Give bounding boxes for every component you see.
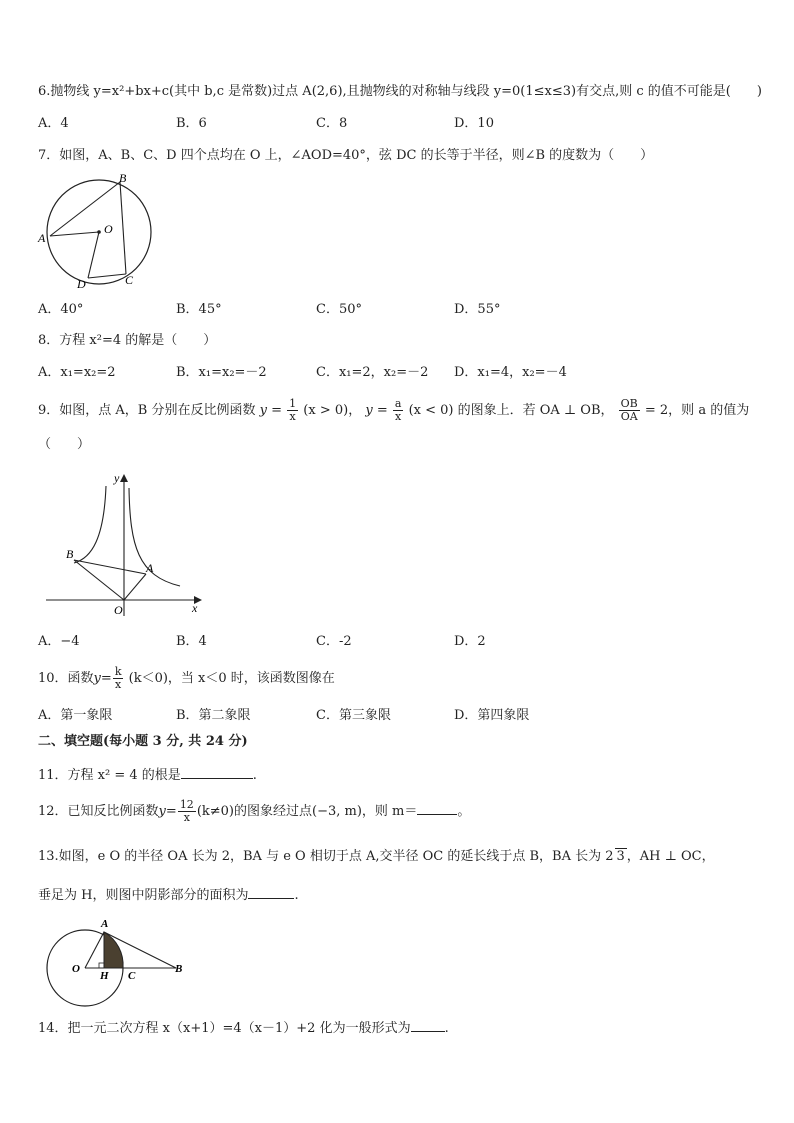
- q11-end: .: [252, 768, 257, 783]
- q7-label-b: B: [119, 171, 127, 185]
- q9-frac-3: $\frac{OB}{OA}$: [620, 397, 638, 423]
- q7-segment-bc: [120, 182, 126, 274]
- q9-curve-right: [129, 488, 180, 586]
- q9-label-x: x: [192, 601, 198, 615]
- q10-option-c: C．第三象限: [316, 708, 391, 723]
- q13-label-a: A: [101, 918, 109, 930]
- q13-tangent-figure: [40, 914, 200, 1014]
- q9-stem-a: 9．如图，点 A，B 分别在反比例函数: [38, 403, 256, 418]
- q8-option-b: B．x₁=x₂=－2: [176, 365, 267, 380]
- q9-cond-2: (x < 0) 的图象上．若 OA ⊥ OB，: [408, 403, 614, 418]
- q13-segment-oa: [85, 932, 104, 968]
- q10-stem-b: (k＜0)，当 x＜0 时，该函数图像在: [128, 671, 335, 686]
- q12-stem-b: (k≠0)的图象经过点(−3, m)，则 m＝: [196, 804, 418, 819]
- q7-label-o: O: [104, 222, 113, 236]
- q8-options: [38, 365, 758, 381]
- q10-option-a: A．第一象限: [38, 708, 113, 723]
- q13-shaded-region: [104, 932, 123, 968]
- q7-label-c: C: [125, 273, 134, 287]
- q9-hyperbola-figure: [40, 466, 210, 624]
- q6-option-c: C．8: [316, 116, 348, 131]
- q7-segment-od: [88, 232, 99, 278]
- q7-center-dot: [97, 230, 101, 234]
- q9-option-c: C．-2: [316, 634, 352, 649]
- q10-frac: $\frac{k}{x}$: [114, 665, 122, 691]
- q13-sqrt: 3: [616, 849, 625, 864]
- q9-segment-ob: [74, 560, 124, 600]
- q13-label-c: C: [128, 970, 136, 982]
- q7-stem: 7．如图，A、B、C、D 四个点均在 O 上，∠AOD=40°，弦 DC 的长等于半径，则∠B 的度数为（ ）: [38, 148, 654, 163]
- q9-option-a: A．−4: [38, 634, 80, 649]
- q6-option-a: A．4: [38, 116, 69, 131]
- q9-curve-left: [74, 486, 106, 563]
- q7-label-a: A: [38, 231, 46, 245]
- q10-options: [38, 708, 758, 724]
- q9-cond-1: (x > 0)，: [303, 403, 362, 418]
- q14-stem-text: 14．把一元二次方程 x（x+1）=4（x－1）+2 化为一般形式为: [38, 1021, 411, 1036]
- q9-option-b: B．4: [176, 634, 207, 649]
- q13-label-h: H: [100, 970, 109, 982]
- q12-stem: 12．已知反比例函数y= $\frac{12}{x}$ (k≠0)的图象经过点(−3, m)，则 m＝ 。: [38, 798, 471, 824]
- q9-label-a: A: [146, 561, 154, 575]
- q10-option-b: B．第二象限: [176, 708, 251, 723]
- q9-frac-1: $\frac{1}{x}$: [289, 397, 297, 423]
- q8-option-c: C．x₁=2，x₂=－2: [316, 365, 429, 380]
- q7-option-a: A．40°: [38, 302, 84, 317]
- q8-option-a: A．x₁=x₂=2: [38, 365, 116, 380]
- q13-end: .: [294, 888, 299, 903]
- q13-label-o: O: [72, 963, 80, 975]
- q11-stem: [38, 766, 257, 784]
- section-fill-blank-heading: 二、填空题(每小题 3 分, 共 24 分): [38, 734, 248, 749]
- q12-answer-blank[interactable]: [417, 802, 457, 815]
- q13-line-1a: 13.如图，e O 的半径 OA 长为 2，BA 与 e O 相切于点 A,交半径 OC 的延长线于点 B，BA 长为 2: [38, 849, 614, 864]
- q7-options: [38, 302, 758, 318]
- q9-stem: 9．如图，点 A，B 分别在反比例函数 y = $\frac{1}{x}$ (x > 0)， y = $\frac{a}{x}$ (x < 0) 的图象上．若 OA ⊥ OB， $\frac{OB}{OA}$ = 2，则 a 的值为: [38, 397, 750, 423]
- q9-segment-oa: [124, 574, 146, 600]
- q13-line-1: [38, 848, 715, 865]
- q9-segment-ab: [74, 560, 146, 574]
- q14-stem: [38, 1019, 449, 1037]
- q6-option-d: D．10: [454, 116, 494, 131]
- q10-stem: 10．函数y= $\frac{k}{x}$ (k＜0)，当 x＜0 时，该函数图像在: [38, 665, 335, 691]
- q13-line-2: [38, 886, 299, 904]
- q10-stem-a: 10．函数: [38, 671, 94, 686]
- q6-stem: 6.抛物线 y=x²+bx+c(其中 b,c 是常数)过点 A(2,6),且抛物线的对称轴与线段 y=0(1≤x≤3)有交点,则 c 的值不可能是( ): [38, 84, 762, 99]
- q6-options: [38, 116, 758, 132]
- q7-option-c: C．50°: [316, 302, 362, 317]
- q13-line-2-text: 垂足为 H，则图中阴影部分的面积为: [38, 888, 249, 903]
- q10-option-d: D．第四象限: [454, 708, 530, 723]
- q9-option-d: D．2: [454, 634, 486, 649]
- q13-line-1b: ，AH ⊥ OC，: [626, 849, 715, 864]
- q9-label-y: y: [114, 471, 120, 485]
- q8-option-d: D．x₁=4，x₂=－4: [454, 365, 567, 380]
- q9-stem-b: = 2，则 a 的值为: [644, 403, 750, 418]
- q14-end: .: [444, 1021, 449, 1036]
- q7-segment-ao: [50, 232, 99, 236]
- q7-option-b: B．45°: [176, 302, 222, 317]
- q7-segment-dc: [88, 274, 126, 278]
- q13-label-b: B: [175, 963, 183, 975]
- q9-frac-2: $\frac{a}{x}$: [394, 397, 402, 423]
- q12-stem-a: 12．已知反比例函数: [38, 804, 159, 819]
- q7-circle-figure: [36, 170, 166, 295]
- q9-stem-c: （ ）: [38, 437, 91, 452]
- q14-answer-blank[interactable]: [411, 1019, 445, 1032]
- q12-frac: $\frac{12}{x}$: [179, 798, 194, 824]
- q13-right-angle-mark: [99, 963, 104, 968]
- q7-label-d: D: [77, 277, 86, 291]
- q9-options: [38, 634, 758, 650]
- q6-option-b: B．6: [176, 116, 207, 131]
- q7-option-d: D．55°: [454, 302, 501, 317]
- q12-end: 。: [457, 804, 471, 819]
- q9-label-o: O: [114, 603, 123, 617]
- q8-stem: 8．方程 x²=4 的解是（ ）: [38, 333, 217, 348]
- q13-answer-blank[interactable]: [248, 886, 294, 899]
- q11-stem-text: 11．方程 x² = 4 的根是: [38, 768, 181, 783]
- q9-y-arrow-icon: [120, 474, 128, 482]
- q9-label-b: B: [66, 547, 74, 561]
- q11-answer-blank[interactable]: [181, 766, 253, 779]
